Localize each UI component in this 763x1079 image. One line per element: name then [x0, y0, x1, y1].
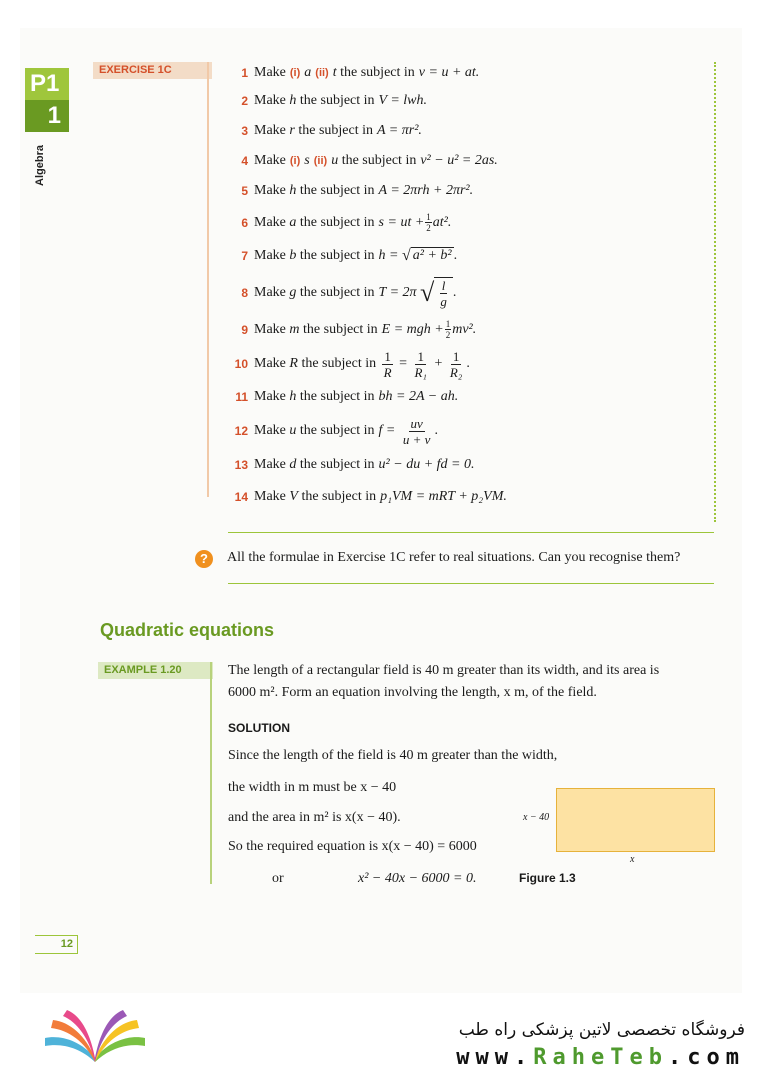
- footer-url[interactable]: www.RaheTeb.com: [456, 1045, 745, 1070]
- divider-rule: [228, 583, 714, 584]
- square-root: √ $\frac{l}{g}$: [420, 277, 453, 309]
- height-label: x − 40: [523, 812, 550, 823]
- exercise-bar: [207, 62, 209, 497]
- exercise-item: 4 Make (i) s (ii) u the subject in v² − u² = 2as.: [241, 153, 498, 168]
- exercise-item: 11 Make h the subject in bh = 2A − ah.: [235, 389, 459, 404]
- field-rectangle: [556, 788, 715, 852]
- solution-label: SOLUTION: [228, 721, 290, 735]
- exercise-item: 6 Make a the subject in s = ut + $\frac{1}{2}$ at².: [241, 212, 452, 233]
- book-logo-icon: [45, 1010, 145, 1065]
- or-label: or: [272, 871, 284, 886]
- example-text: The length of a rectangular field is 40 m greater than its width, and its area is 6000 m². Form an equation involving the length, x m, of the field.: [228, 663, 660, 700]
- exercise-label: EXERCISE 1C: [93, 62, 212, 79]
- exercise-item: 1 Make (i) a (ii) t the subject in v = u + at.: [241, 65, 480, 80]
- example-label: EXAMPLE 1.20: [98, 662, 213, 679]
- exercise-item: 3 Make r the subject in A = πr².: [241, 123, 422, 138]
- exercise-item: 2 Make h the subject in V = lwh.: [241, 93, 428, 108]
- section-heading: Quadratic equations: [100, 620, 275, 640]
- fraction: $\frac{1}{\text{R₁}}$: [414, 348, 427, 380]
- footer-store-name: فروشگاه تخصصی لاتین پزشکی راه طب: [458, 1020, 745, 1040]
- fraction: $\frac{l}{g}$: [440, 278, 447, 309]
- exercise-item: 13 Make d the subject in u² − du + fd = 0.: [234, 457, 475, 472]
- fraction: $\frac{1}{2}$: [426, 212, 431, 233]
- solution-line: So the required equation is x(x − 40) = 6000: [228, 839, 477, 854]
- fraction: $\frac{uv}{u + v}$: [402, 415, 431, 447]
- side-tab: [25, 68, 69, 132]
- square-root: √ a² + b²: [402, 247, 452, 264]
- dotted-divider: [714, 62, 716, 522]
- exercise-item: 14 Make V the subject in p₁VM = mRT + p₂VM.: [234, 489, 507, 504]
- fraction: $\frac{1}{\text{R₂}}$: [449, 348, 463, 380]
- page-number: 12: [35, 935, 78, 954]
- solution-line: the width in m must be x − 40: [228, 780, 397, 795]
- solution-line: and the area in m² is x(x − 40).: [228, 810, 401, 825]
- chapter-tab: 1: [25, 100, 69, 132]
- width-label: x: [630, 854, 635, 865]
- level-tab: P1: [25, 68, 69, 100]
- question-icon: ?: [195, 550, 213, 568]
- divider-rule: [228, 532, 714, 533]
- example-bar: [210, 662, 212, 884]
- topic-label: Algebra: [34, 145, 46, 186]
- exercise-item: 12 Make u the subject in f = $\frac{uv}{u + v}$ .: [234, 415, 438, 447]
- exercise-item: 8 Make g the subject in T = 2π √ $\frac{l}{g}$ .: [241, 278, 457, 309]
- solution-line: Since the length of the field is 40 m greater than the width,: [228, 748, 558, 763]
- exercise-item: 5 Make h the subject in A = 2πrh + 2πr².: [241, 183, 474, 198]
- figure-caption: Figure 1.3: [519, 871, 576, 885]
- discussion-note: All the formulae in Exercise 1C refer to real situations. Can you recognise them?: [227, 550, 681, 565]
- final-equation: x² − 40x − 6000 = 0.: [358, 871, 477, 886]
- fraction: $\frac{1}{R}$: [383, 348, 392, 380]
- exercise-item: 7 Make b the subject in h = √ a² + b² .: [241, 247, 458, 264]
- exercise-item: 10 Make R the subject in $\frac{1}{R}$ = $\frac{1}{\text{R₁}}$ + $\frac{1}{\text{R₂}}$ .: [234, 348, 470, 380]
- exercise-list: [226, 60, 706, 514]
- fraction: $\frac{1}{2}$: [445, 319, 451, 340]
- exercise-item: 9 Make m the subject in E = mgh + $\frac{1}{2}$ mv².: [241, 319, 477, 340]
